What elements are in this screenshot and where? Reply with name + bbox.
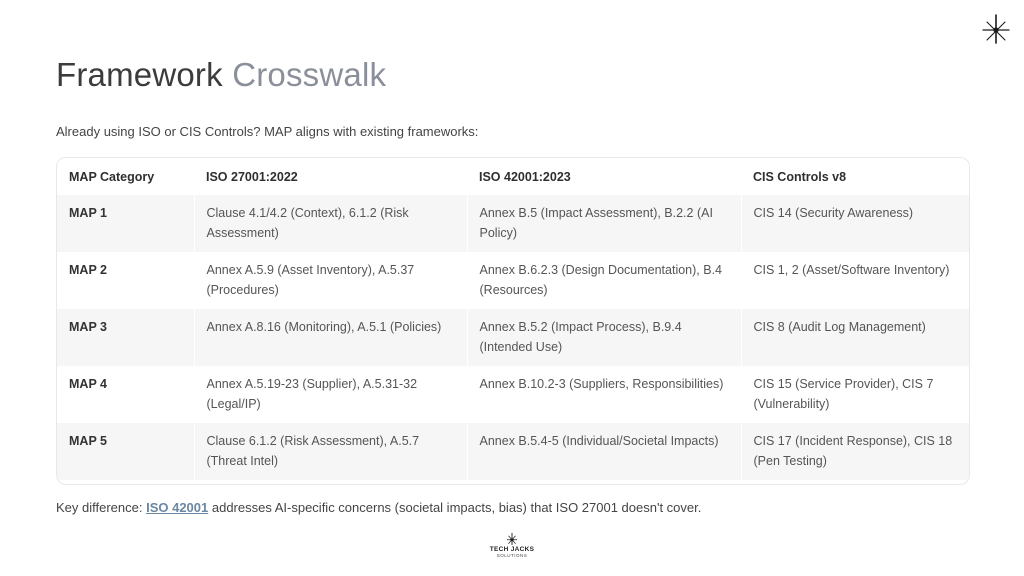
footnote-suffix: addresses AI-specific concerns (societal impacts, bias) that ISO 27001 doesn't cover. — [208, 500, 702, 515]
iso-27001-cell: Annex A.5.9 (Asset Inventory), A.5.37 (Procedures) — [194, 252, 467, 309]
map-category-cell: MAP 2 — [57, 252, 194, 309]
table-row — [57, 309, 969, 366]
map-category-cell: MAP 4 — [57, 366, 194, 423]
iso-27001-cell: Annex A.5.19-23 (Supplier), A.5.31-32 (Legal/IP) — [194, 366, 467, 423]
header-cis-controls: CIS Controls v8 — [741, 158, 969, 195]
iso-42001-cell: Annex B.10.2-3 (Suppliers, Responsibilities) — [467, 366, 741, 423]
iso-42001-link[interactable]: ISO 42001 — [146, 500, 209, 515]
footnote — [56, 500, 701, 515]
crosswalk-table — [56, 157, 970, 485]
cis-controls-cell: CIS 15 (Service Provider), CIS 7 (Vulnerability) — [741, 366, 969, 423]
header-map-category: MAP Category — [57, 158, 194, 195]
title-accent: Crosswalk — [232, 56, 387, 93]
table-row — [57, 252, 969, 309]
logo-text: TECH JACKS — [489, 546, 535, 553]
iso-27001-cell: Clause 6.1.2 (Risk Assessment), A.5.7 (Threat Intel) — [194, 423, 467, 480]
table-row — [57, 366, 969, 423]
map-category-cell: MAP 3 — [57, 309, 194, 366]
iso-42001-cell: Annex B.5 (Impact Assessment), B.2.2 (AI Policy) — [467, 195, 741, 252]
table-row — [57, 195, 969, 252]
cis-controls-cell: CIS 1, 2 (Asset/Software Inventory) — [741, 252, 969, 309]
map-category-cell: MAP 5 — [57, 423, 194, 480]
cis-controls-cell: CIS 17 (Incident Response), CIS 18 (Pen Testing) — [741, 423, 969, 480]
logo-subtext: SOLUTIONS — [496, 553, 528, 558]
page-title — [56, 56, 386, 94]
map-category-cell: MAP 1 — [57, 195, 194, 252]
logo-star-icon — [506, 533, 518, 545]
iso-42001-cell: Annex B.6.2.3 (Design Documentation), B.4 (Resources) — [467, 252, 741, 309]
subtitle: Already using ISO or CIS Controls? MAP aligns with existing frameworks: — [56, 124, 479, 139]
star-icon — [980, 13, 1012, 45]
iso-27001-cell: Annex A.8.16 (Monitoring), A.5.1 (Policies) — [194, 309, 467, 366]
title-main: Framework — [56, 56, 223, 93]
tech-jacks-logo — [482, 533, 542, 561]
header-iso-42001: ISO 42001:2023 — [467, 158, 741, 195]
table-row — [57, 423, 969, 480]
cis-controls-cell: CIS 8 (Audit Log Management) — [741, 309, 969, 366]
cis-controls-cell: CIS 14 (Security Awareness) — [741, 195, 969, 252]
iso-42001-cell: Annex B.5.4-5 (Individual/Societal Impacts) — [467, 423, 741, 480]
iso-27001-cell: Clause 4.1/4.2 (Context), 6.1.2 (Risk Assessment) — [194, 195, 467, 252]
iso-42001-cell: Annex B.5.2 (Impact Process), B.9.4 (Intended Use) — [467, 309, 741, 366]
footnote-prefix: Key difference: — [56, 500, 147, 515]
header-iso-27001: ISO 27001:2022 — [194, 158, 467, 195]
table-header-row — [57, 158, 969, 195]
